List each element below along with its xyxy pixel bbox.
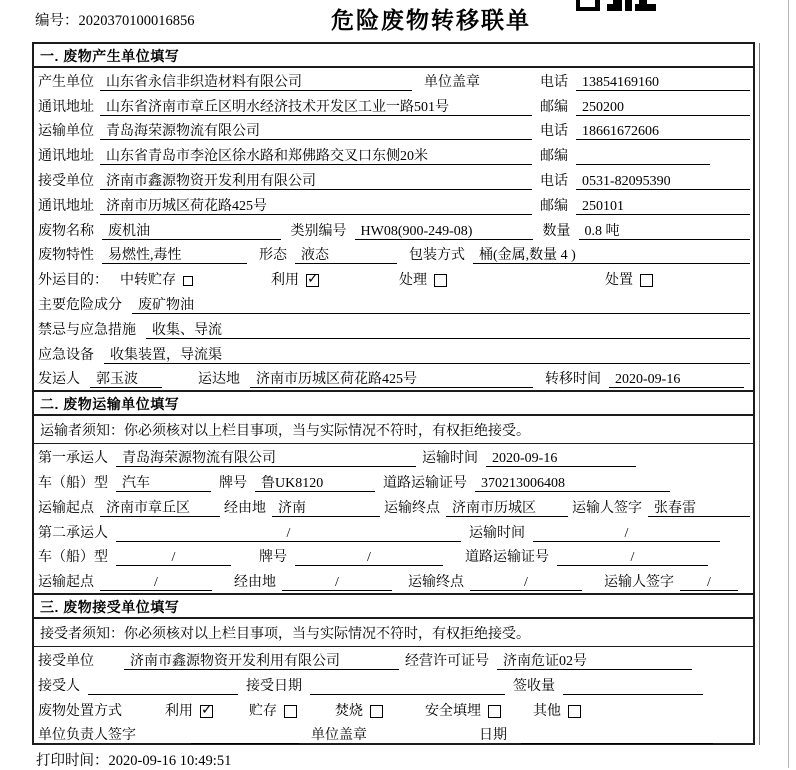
plate-value: 鲁UK8120 [255, 475, 375, 492]
manager-sign-value [191, 727, 299, 744]
waste-name-value: 废机油 [102, 223, 281, 240]
checkbox-unchecked-icon [434, 274, 447, 287]
carrier1-label: 第一承运人 [38, 451, 108, 467]
transporter-sign-value: / [680, 574, 738, 591]
signed-amount-value [563, 678, 703, 695]
receive-date-value [310, 678, 505, 695]
transport-address-value: 山东省青岛市李沧区徐水路和郑佛路交叉口东侧20米 [100, 148, 532, 165]
checkbox-label: 其他 [533, 703, 561, 719]
transport-unit-label: 运输单位 [38, 124, 94, 140]
row-carrier2-vehicle [34, 544, 753, 569]
equipment-label: 应急设备 [38, 347, 94, 363]
checkbox-label: 利用 [271, 273, 299, 289]
row-waste-character [34, 242, 753, 267]
serial-number-line [35, 9, 195, 30]
road-license-label: 道路运输证号 [465, 550, 549, 566]
receive-date-label: 接受日期 [246, 678, 302, 694]
destination-value: 济南市历城区荷花路425号 [250, 371, 533, 388]
row-carrier1 [34, 444, 753, 469]
quantity-label: 数量 [542, 223, 571, 239]
origin-value: 济南市章丘区 [100, 500, 220, 517]
checkbox-label: 焚烧 [335, 703, 363, 719]
transporter-sign-value: 张春雷 [648, 500, 750, 517]
form-value: 液态 [295, 247, 397, 264]
purpose-option-treat [399, 269, 447, 289]
row-carrier1-vehicle [34, 469, 753, 494]
row-waste-name [34, 217, 753, 242]
hazard-value: 废矿物油 [132, 297, 750, 314]
receive-unit-label: 接受单位 [38, 173, 94, 189]
destination-label: 运达地 [198, 372, 240, 388]
plate-label: 牌号 [219, 475, 247, 491]
section2-heading: 二. 废物运输单位填写 [34, 390, 753, 416]
table-right-double-border [759, 43, 760, 745]
phone-label: 电话 [540, 173, 568, 189]
hazard-label: 主要危险成分 [38, 297, 122, 313]
via-label: 经由地 [224, 500, 266, 516]
row-disposal-method [34, 697, 753, 722]
checkbox-unchecked-icon [488, 705, 501, 718]
receive-unit-label: 接受单位 [38, 653, 94, 669]
row-emergency-equipment [34, 341, 753, 366]
row-receive-address [34, 192, 753, 217]
plate-label: 牌号 [259, 550, 287, 566]
plate-value: / [295, 549, 443, 566]
vehicle-type-label: 车（船）型 [38, 550, 108, 566]
checkbox-unchecked-icon [568, 705, 581, 718]
carrier1-name-value: 青岛海荣源物流有限公司 [116, 450, 416, 467]
checkbox-unchecked-icon [284, 705, 297, 718]
transfer-time-value: 2020-09-16 [609, 371, 744, 388]
qr-code-fragment [576, 0, 656, 11]
carrier1-time-value: 2020-09-16 [486, 450, 636, 467]
unit-stamp-label: 单位盖章 [311, 728, 367, 744]
receive-address-value: 济南市历城区荷花路425号 [100, 198, 532, 215]
purpose-label: 外运目的： [38, 273, 108, 289]
receiver-label: 接受人 [38, 678, 80, 694]
signed-amount-label: 签收量 [513, 678, 555, 694]
transport-zip-value [576, 148, 710, 165]
row-emergency-measures [34, 316, 753, 341]
checkbox-checked-icon [200, 705, 213, 718]
character-label: 废物特性 [38, 248, 94, 264]
via-value: / [282, 574, 392, 591]
terminus-value: 济南市历城区 [446, 500, 568, 517]
checkbox-label: 处理 [399, 273, 427, 289]
terminus-label: 运输终点 [408, 575, 464, 591]
section3-heading: 三. 废物接受单位填写 [34, 593, 753, 619]
address-label: 通讯地址 [38, 149, 94, 165]
row-carrier2-route [34, 568, 753, 593]
purpose-option-utilize [271, 269, 319, 289]
checkbox-label: 贮存 [249, 703, 277, 719]
receive-unit-value: 济南市鑫源物资开发利用有限公司 [124, 653, 399, 670]
terminus-label: 运输终点 [384, 500, 440, 516]
producer-unit-label: 产生单位 [38, 74, 94, 90]
disposal-option-utilize [165, 700, 213, 720]
section3-notice: 接受者须知：你必须核对以上栏目事项，当与实际情况不符时，有权拒绝接受。 [34, 619, 753, 647]
row-purpose [34, 266, 753, 291]
row-receive-unit-confirm [34, 647, 753, 672]
row-dispatch [34, 366, 753, 391]
checkbox-unchecked-icon [370, 705, 383, 718]
equipment-value: 收集装置，导流渠 [104, 347, 750, 364]
checkbox-unchecked-icon [640, 274, 653, 287]
via-value: 济南 [272, 500, 380, 517]
checkbox-label: 处置 [605, 273, 633, 289]
transport-time-label: 运输时间 [469, 525, 525, 541]
emergency-value: 收集、导流 [146, 322, 750, 339]
packing-value: 桶(金属,数量 4 ) [473, 247, 750, 264]
receive-zip-value: 250101 [576, 198, 750, 215]
phone-label: 电话 [540, 74, 568, 90]
vehicle-type-value: 汽车 [116, 475, 211, 492]
checkbox-unchecked-icon [183, 276, 193, 286]
permit-value: 济南危证02号 [497, 653, 692, 670]
origin-label: 运输起点 [38, 500, 94, 516]
unit-stamp-label: 单位盖章 [424, 74, 480, 90]
print-time-line [36, 749, 231, 770]
manager-sign-label: 单位负责人签字 [38, 728, 136, 744]
row-carrier2 [34, 519, 753, 544]
category-value: HW08(900-249-08) [355, 223, 533, 240]
emergency-label: 禁忌与应急措施 [38, 322, 136, 338]
zip-label: 邮编 [540, 99, 568, 115]
row-signoff [34, 722, 753, 747]
character-value: 易燃性,毒性 [102, 247, 247, 264]
address-label: 通讯地址 [38, 198, 94, 214]
disposal-label: 废物处置方式 [38, 703, 122, 719]
zip-label: 邮编 [540, 198, 568, 214]
vehicle-type-label: 车（船）型 [38, 475, 108, 491]
disposal-option-landfill [425, 700, 501, 720]
row-transport-address [34, 142, 753, 167]
row-receipt [34, 672, 753, 697]
purpose-option-dispose [605, 269, 653, 289]
road-license-label: 道路运输证号 [383, 475, 467, 491]
serial-label: 编号： [35, 13, 79, 29]
section1-heading: 一. 废物产生单位填写 [34, 44, 753, 68]
purpose-option-transfer-storage [120, 269, 193, 289]
producer-address-value: 山东省济南市章丘区明水经济技术开发区工业一路501号 [100, 99, 532, 116]
disposal-option-storage [249, 700, 297, 720]
vehicle-type-value: / [116, 549, 231, 566]
row-producer-unit [34, 68, 753, 93]
quantity-value: 0.8 吨 [579, 223, 751, 240]
transport-time-label: 运输时间 [422, 451, 478, 467]
checkbox-label: 中转贮存 [120, 273, 176, 289]
date-value [521, 727, 713, 744]
zip-label: 邮编 [540, 149, 568, 165]
producer-phone-value: 13854169160 [576, 74, 750, 91]
road-license-value: 370213006408 [475, 475, 670, 492]
receiver-value [88, 678, 238, 695]
producer-unit-value: 山东省永信非织造材料有限公司 [100, 74, 412, 91]
transporter-sign-label: 运输人签字 [572, 500, 642, 516]
date-label: 日期 [479, 728, 507, 744]
transfer-time-label: 转移时间 [545, 372, 601, 388]
page-edge-line [788, 0, 789, 768]
form-label: 形态 [259, 248, 287, 264]
transport-unit-value: 青岛海荣源物流有限公司 [100, 123, 532, 140]
row-transport-unit [34, 118, 753, 143]
carrier2-name-value: / [116, 525, 461, 542]
print-time-value: 2020-09-16 10:49:51 [108, 753, 232, 769]
carrier2-time-value: / [533, 525, 720, 542]
permit-label: 经营许可证号 [405, 653, 489, 669]
producer-zip-value: 250200 [576, 99, 750, 116]
row-producer-address [34, 93, 753, 118]
shipper-value: 郭玉波 [90, 371, 162, 388]
terminus-value: / [470, 574, 582, 591]
checkbox-checked-icon [306, 274, 319, 287]
transport-phone-value: 18661672606 [576, 123, 750, 140]
phone-label: 电话 [540, 124, 568, 140]
checkbox-label: 安全填埋 [425, 703, 481, 719]
transporter-sign-label: 运输人签字 [604, 575, 674, 591]
waste-name-label: 废物名称 [38, 223, 94, 239]
serial-value: 2020370100016856 [78, 13, 195, 29]
receive-unit-value: 济南市鑫源物资开发利用有限公司 [100, 173, 532, 190]
category-label: 类别编号 [290, 223, 347, 239]
section2-notice: 运输者须知：你必须核对以上栏目事项，当与实际情况不符时，有权拒绝接受。 [34, 416, 753, 444]
packing-label: 包装方式 [409, 248, 465, 264]
address-label: 通讯地址 [38, 99, 94, 115]
checkbox-label: 利用 [165, 703, 193, 719]
shipper-label: 发运人 [38, 372, 80, 388]
via-label: 经由地 [234, 575, 276, 591]
print-time-label: 打印时间： [36, 753, 109, 769]
origin-value: / [100, 574, 212, 591]
manifest-form [32, 42, 755, 745]
page-title: 危险废物转移联单 [331, 7, 531, 33]
road-license-value: / [557, 549, 708, 566]
row-hazard-component [34, 291, 753, 316]
origin-label: 运输起点 [38, 575, 94, 591]
row-carrier1-route [34, 494, 753, 519]
row-receive-unit [34, 167, 753, 192]
disposal-option-other [533, 700, 581, 720]
carrier2-label: 第二承运人 [38, 525, 108, 541]
receive-phone-value: 0531-82095390 [576, 173, 750, 190]
disposal-option-incinerate [335, 700, 383, 720]
